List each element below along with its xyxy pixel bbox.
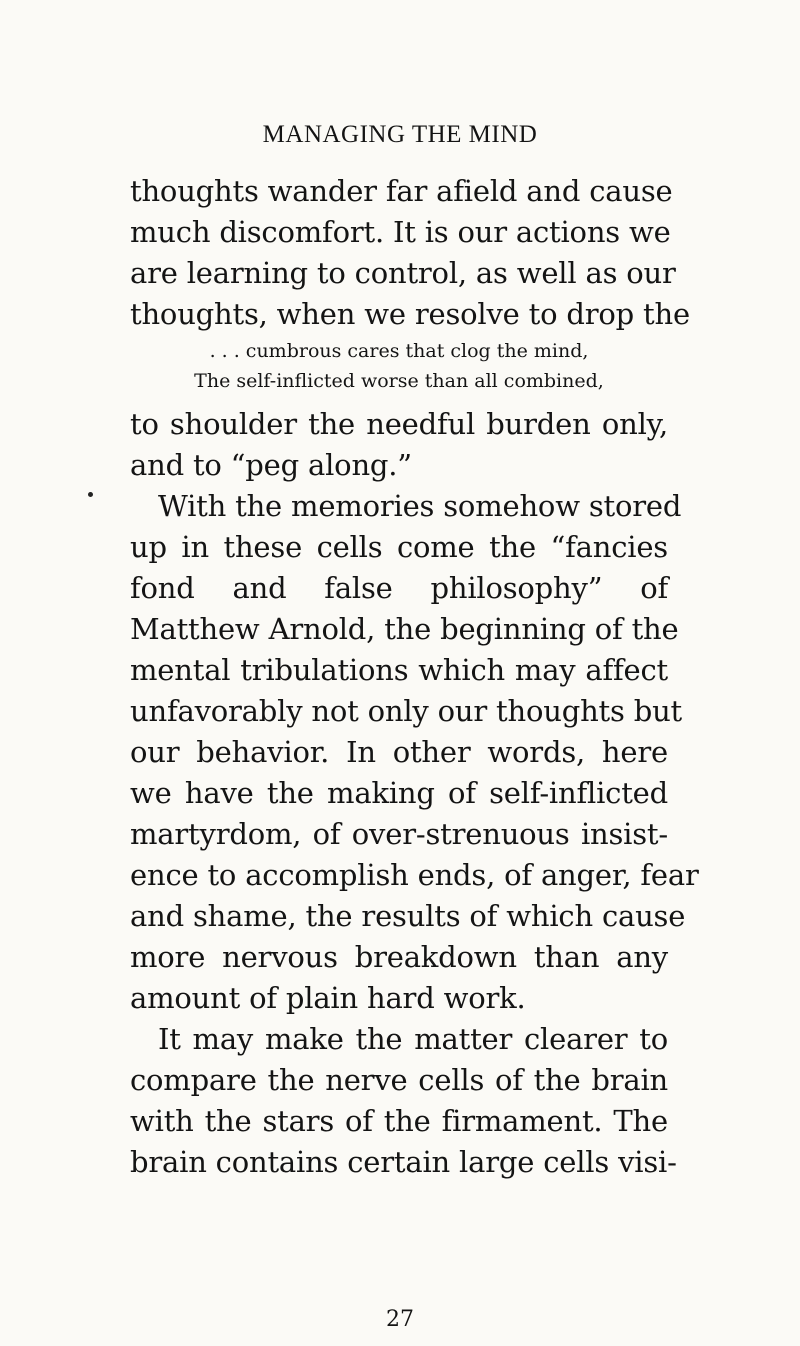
text-line: With the memories somehow stored <box>158 489 682 523</box>
text-line: thoughts, when we resolve to drop the <box>130 297 690 331</box>
verse-line: . . . cumbrous cares that clog the mind, <box>209 340 589 362</box>
text-line: ence to accomplish ends, of anger, fear <box>130 858 699 892</box>
text-line: with the stars of the firmament. The <box>130 1104 668 1138</box>
text-line: compare the nerve cells of the brain <box>130 1063 668 1097</box>
text-line: martyrdom, of over-strenuous insist- <box>130 817 668 851</box>
text-line: up in these cells come the “fancies <box>130 530 668 564</box>
text-line: and shame, the results of which cause <box>130 899 686 933</box>
verse-quotation <box>130 336 668 396</box>
text-line: thoughts wander far afield and cause <box>130 174 673 208</box>
text-line: we have the making of self-inflicted <box>130 776 668 810</box>
text-line: our behavior. In other words, here <box>130 735 668 769</box>
text-line: more nervous breakdown than any <box>130 940 668 974</box>
running-head: MANAGING THE MIND <box>262 121 538 148</box>
text-line: brain contains certain large cells visi- <box>130 1145 677 1179</box>
text-line: much discomfort. It is our actions we <box>130 215 671 249</box>
margin-mark <box>88 492 93 497</box>
text-line: to shoulder the needful burden only, <box>130 407 668 441</box>
paragraph-continued <box>130 171 690 335</box>
text-line: mental tribulations which may affect <box>130 653 668 687</box>
page-number: 27 <box>386 1307 414 1332</box>
text-line: and to “peg along.” <box>130 448 412 482</box>
text-line: amount of plain hard work. <box>130 981 526 1015</box>
text-line: It may make the matter clearer to <box>158 1022 668 1056</box>
text-line: Matthew Arnold, the beginning of the <box>130 612 679 646</box>
text-line: fond and false philosophy” of <box>130 571 668 605</box>
text-line: are learning to control, as well as our <box>130 256 676 290</box>
verse-line: The self-inflicted worse than all combined, <box>194 370 604 392</box>
paragraph-body <box>130 404 699 1183</box>
text-line: unfavorably not only our thoughts but <box>130 694 683 728</box>
